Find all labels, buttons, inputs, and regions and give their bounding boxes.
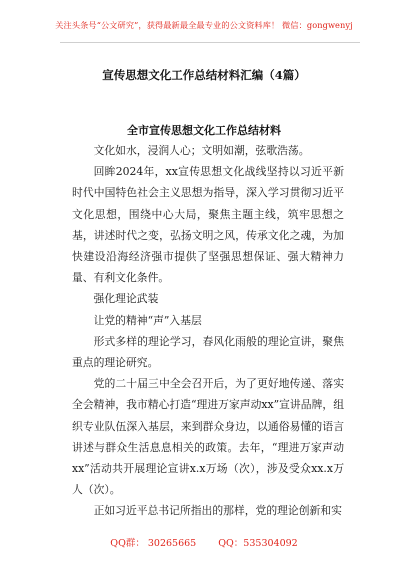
footer-qq-contact: QQ：535304092 — [218, 538, 298, 549]
body-paragraph: 文化如水，浸润人心；文明如潮，弦歌浩荡。 — [93, 144, 310, 157]
body-paragraph: 回眸2024年，xx宣传思想文化战线坚持以习近平新时代中国特色社会主义思想为指导，深入学习贯彻习近平文化思想，围绕中心大局，聚焦主题主线，筑牢思想之基，讲述时代之变，弘扬文明之风，传承文化之魂，为加快建设沿海经济强市提供了坚强思想保证、强大精神力量、有利文化条件。 — [72, 165, 344, 285]
footer-qq-group: QQ群： 30265665 — [110, 538, 197, 549]
header-banner: 关注头条号“公文研究”，获得最新最全最专业的公文资料库！ 微信：gongwenyj — [55, 20, 353, 30]
document-body — [72, 140, 344, 522]
subheading: 强化理论武装 — [93, 292, 159, 306]
footer — [0, 535, 408, 549]
document-title: 宣传思想文化工作总结材料汇编（4篇） — [102, 68, 306, 82]
header-divider — [60, 42, 360, 43]
body-paragraph: 党的二十届三中全会召开后，为了更好地传递、落实全会精神，我市精心打造“理进万家声动xx”宣讲品牌，组织专业队伍深入基层，来到群众身边，以通俗易懂的语言讲述与群众生活息息相关的政策。去年，“理进万家声动xx”活动共开展理论宣讲x.x万场（次），涉及受众xx.x万人（次）。 — [72, 377, 344, 497]
section-title: 全市宣传思想文化工作总结材料 — [127, 124, 281, 137]
subheading: 让党的精神“声”入基层 — [93, 313, 202, 327]
body-paragraph: 正如习近平总书记所指出的那样，党的理论创新和实 — [93, 504, 342, 518]
body-paragraph: 形式多样的理论学习，春风化雨般的理论宣讲，聚焦重点的理论研究。 — [72, 334, 344, 370]
